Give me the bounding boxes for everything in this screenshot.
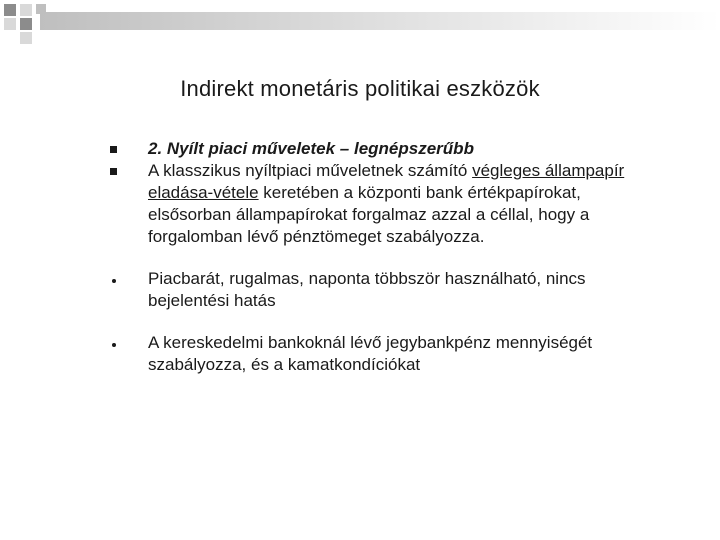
decor-square [36, 4, 46, 14]
decor-square [20, 4, 32, 16]
item-text-end: keretében a központi bank értékpapírokat, elsősorban állampapírokat forgalmaz azzal a céllal, hogy a forgalomban lévő pénztömeget szabályozza. [148, 183, 590, 246]
bullet-list [106, 138, 636, 376]
dot-bullet-icon [112, 279, 116, 283]
slide-title: Indirekt monetáris politikai eszközök [180, 76, 540, 101]
underlined-phrase: végleges állampapír eladása-vétele [148, 161, 625, 202]
square-bullet-icon [110, 146, 117, 153]
bullet-marker [106, 138, 148, 160]
bullet-marker [106, 332, 148, 354]
spacer [106, 312, 636, 332]
bullet-marker [106, 160, 148, 182]
dot-bullet-icon [112, 343, 116, 347]
list-item [106, 332, 636, 376]
decor-square [4, 4, 16, 16]
item-text-start: A klasszikus nyíltpiaci műveletnek számító [148, 161, 473, 180]
spacer [106, 248, 636, 268]
list-item [106, 268, 636, 312]
decor-square [20, 32, 32, 44]
list-item [106, 160, 636, 248]
list-item [106, 138, 636, 160]
square-bullet-icon [110, 168, 117, 175]
bullet-marker [106, 268, 148, 290]
item-text: Piacbarát, rugalmas, naponta többször használható, nincs bejelentési hatás [148, 269, 586, 310]
item-heading: 2. Nyílt piaci műveletek – legnépszerűbb [148, 139, 474, 158]
decor-square [4, 18, 16, 30]
decor-square [20, 18, 32, 30]
item-text [148, 160, 636, 248]
header-gradient-bar [40, 12, 720, 30]
header-decoration [0, 0, 720, 50]
item-text: A kereskedelmi bankoknál lévő jegybankpénz mennyiségét szabályozza, és a kamatkondíciókat [148, 333, 593, 374]
